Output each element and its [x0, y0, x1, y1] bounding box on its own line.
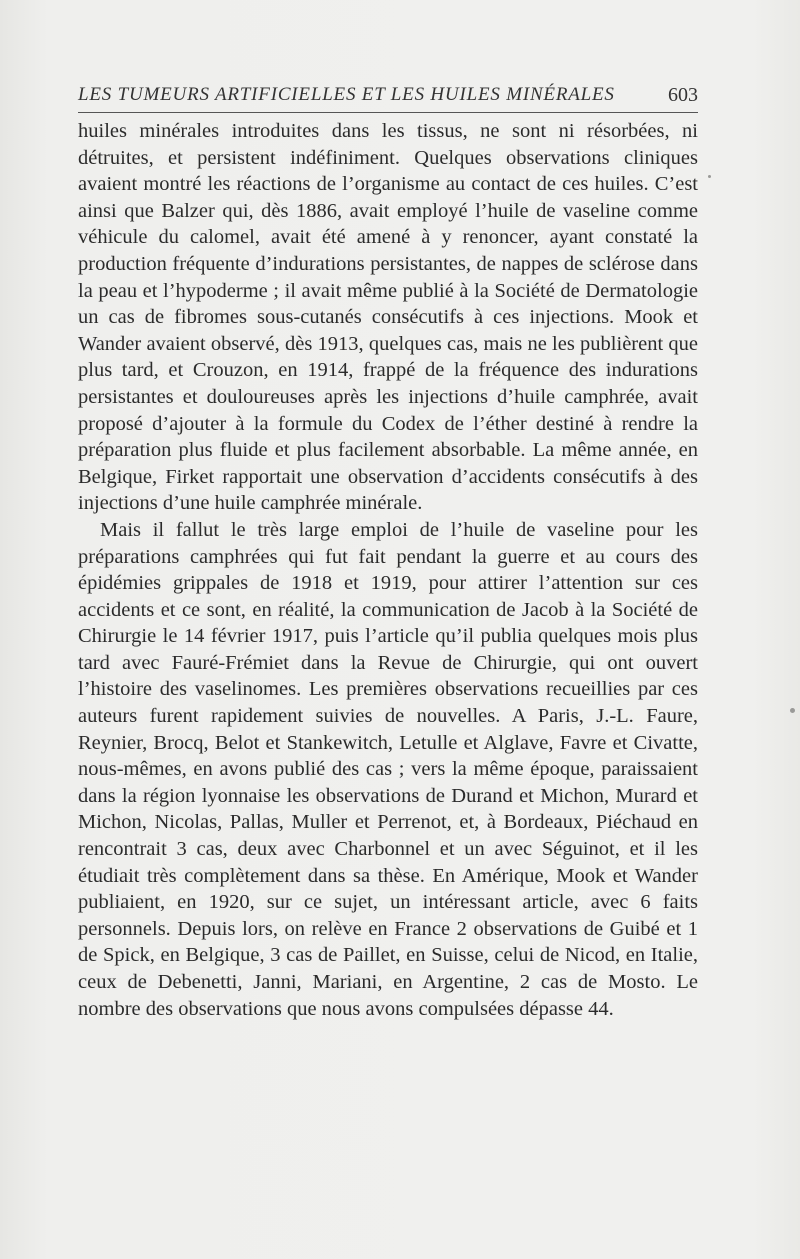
body-text: [78, 118, 698, 1022]
page-number: 603: [668, 84, 698, 106]
paper-speck: [790, 708, 795, 713]
paper-speck: [708, 175, 711, 178]
paragraph-2: Mais il fallut le très large emploi de l’huile de vaseline pour les préparations camphrées qui fut fait pendant la guerre et au cours des épidémies grippales de 1918 et 1919, pour attirer l’attention sur ces accidents et ce sont, en réalité, la communication de Jacob à la Société de Chirurgie le 14 février 1917, puis l’article qu’il publia quelques mois plus tard avec Fauré-Frémiet dans la Revue de Chirurgie, qui ont ouvert l’histoire des vaselinomes. Les premières observations recueillies par ces auteurs furent rapidement suivies de nouvelles. A Paris, J.-L. Faure, Reynier, Brocq, Belot et Stankewitch, Letulle et Alglave, Favre et Civatte, nous-mêmes, en avons publié des cas ; vers la même époque, paraissaient dans la région lyonnaise les observations de Durand et Michon, Murard et Michon, Nicolas, Pallas, Muller et Perrenot, et, à Bordeaux, Piéchaud en rencontrait 3 cas, deux avec Charbonnel et un avec Séguinot, et il les étudiait très complètement dans sa thèse. En Amérique, Mook et Wander publiaient, en 1920, sur ce sujet, un intéressant article, avec 6 faits personnels. Depuis lors, on relève en France 2 observations de Guibé et 1 de Spick, en Belgique, 3 cas de Paillet, en Suisse, celui de Nicod, en Italie, ceux de Debenetti, Janni, Mariani, en Argentine, 2 cas de Mosto. Le nombre des observations que nous avons compulsées dépasse 44.: [78, 518, 698, 1020]
header-rule: [78, 112, 698, 113]
running-title: LES TUMEURS ARTIFICIELLES ET LES HUILES MINÉRALES: [78, 84, 615, 105]
paragraph-1: huiles minérales introduites dans les tissus, ne sont ni résorbées, ni détruites, et persistent indéfiniment. Quelques observations cliniques avaient montré les réactions de l’organisme au contact de ces huiles. C’est ainsi que Balzer qui, dès 1886, avait employé l’huile de vaseline comme véhicule du calomel, avait été amené à y renoncer, ayant constaté la production fréquente d’indurations persistantes, de nappes de sclérose dans la peau et l’hypoderme ; il avait même publié à la Société de Dermatologie un cas de fibromes sous-cutanés consécutifs à ces injections. Mook et Wander avaient observé, dès 1913, quelques cas, mais ne les publièrent que plus tard, et Crouzon, en 1914, frappé de la fréquence des indurations persistantes et douloureuses après les injections d’huile camphrée, avait proposé d’ajouter à la formule du Codex de l’éther destiné à rendre la préparation plus fluide et plus facilement absorbable. La même année, en Belgique, Firket rapportait une observation d’accidents consécutifs à des injections d’une huile camphrée minérale.: [78, 120, 698, 515]
